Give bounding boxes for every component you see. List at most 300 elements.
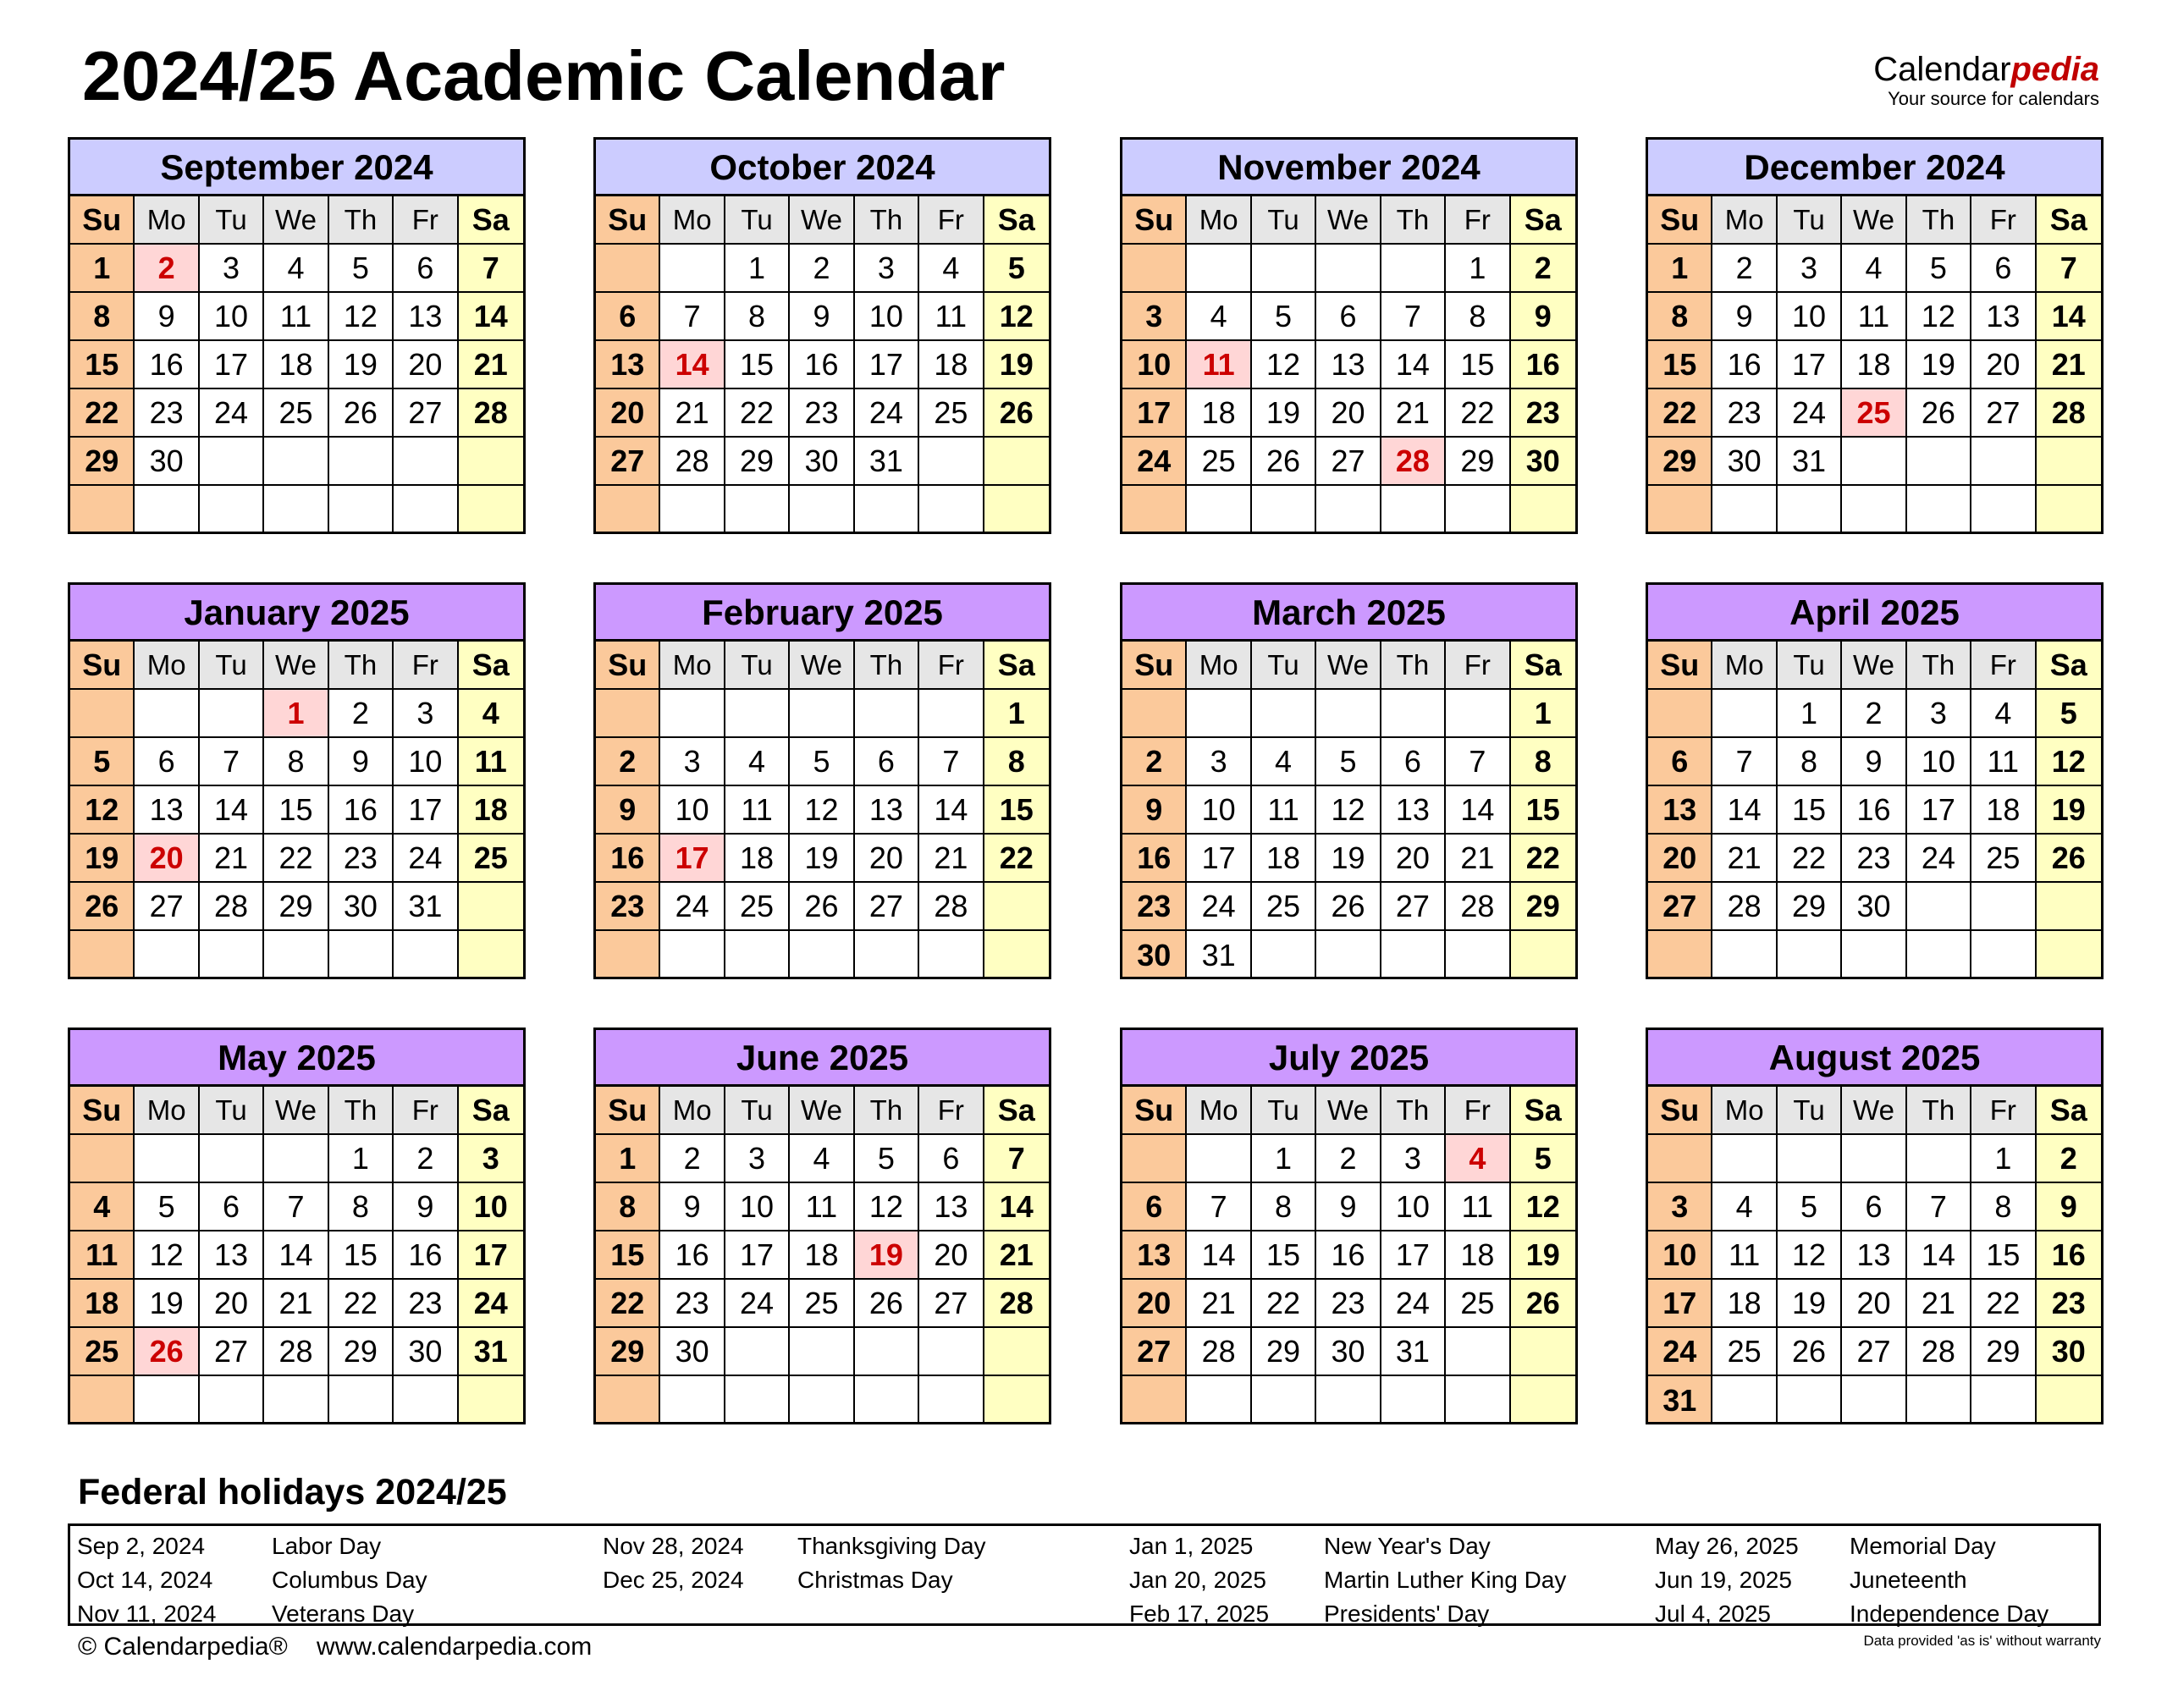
- day-cell: 9: [135, 293, 199, 341]
- day-cell: 22: [1648, 389, 1712, 438]
- day-cell: 17: [1907, 786, 1971, 835]
- day-cell: 9: [394, 1183, 458, 1231]
- day-cell: 16: [596, 835, 660, 883]
- month-table: [593, 1028, 1051, 1424]
- day-cell: 6: [1381, 738, 1446, 786]
- day-cell: 2: [394, 1135, 458, 1183]
- day-cell: 30: [1511, 438, 1575, 486]
- weekday-header: We: [264, 196, 328, 245]
- day-cell: 13: [135, 786, 199, 835]
- empty-day-cell: [2037, 438, 2101, 486]
- weekday-header: Su: [1648, 196, 1712, 245]
- empty-day-cell: [1907, 438, 1971, 486]
- month-day-grid: [1648, 1087, 2101, 1424]
- empty-day-cell: [984, 438, 1049, 486]
- month-table: [1646, 137, 2104, 534]
- weekday-header: Su: [596, 642, 660, 690]
- day-cell: 16: [1842, 786, 1906, 835]
- weekday-header: Tu: [725, 642, 790, 690]
- day-cell: 26: [1907, 389, 1971, 438]
- day-cell: 6: [394, 245, 458, 293]
- empty-day-cell: [855, 1376, 919, 1424]
- day-cell: 22: [70, 389, 135, 438]
- day-cell: 16: [329, 786, 394, 835]
- empty-day-cell: [919, 931, 984, 979]
- day-cell: 21: [1446, 835, 1510, 883]
- empty-day-cell: [1252, 1376, 1316, 1424]
- day-cell: 8: [984, 738, 1049, 786]
- weekday-header: Mo: [1187, 1087, 1251, 1135]
- day-cell: 5: [135, 1183, 199, 1231]
- empty-day-cell: [200, 931, 264, 979]
- day-cell: 1: [984, 690, 1049, 738]
- day-cell: 9: [1316, 1183, 1381, 1231]
- empty-day-cell: [394, 486, 458, 534]
- weekday-header: We: [1842, 642, 1906, 690]
- empty-day-cell: [1648, 1135, 1712, 1183]
- day-cell: 13: [1122, 1231, 1187, 1280]
- day-cell: 2: [1316, 1135, 1381, 1183]
- weekday-header: Tu: [1252, 196, 1316, 245]
- day-cell: 25: [725, 883, 790, 931]
- day-cell: 18: [725, 835, 790, 883]
- day-cell: 26: [1252, 438, 1316, 486]
- month-day-grid: [1122, 642, 1575, 979]
- weekday-header: We: [1316, 642, 1381, 690]
- month-title: February 2025: [596, 585, 1049, 642]
- federal-holidays-table: [68, 1523, 2101, 1626]
- day-cell: 1: [329, 1135, 394, 1183]
- day-cell: 30: [2037, 1328, 2101, 1376]
- day-cell: 21: [264, 1280, 328, 1328]
- day-cell: 6: [135, 738, 199, 786]
- day-cell: 10: [1187, 786, 1251, 835]
- empty-day-cell: [329, 931, 394, 979]
- day-cell: 19: [1316, 835, 1381, 883]
- day-cell: 28: [2037, 389, 2101, 438]
- empty-day-cell: [1122, 245, 1187, 293]
- day-cell: 23: [1712, 389, 1777, 438]
- empty-day-cell: [1187, 1135, 1251, 1183]
- holiday-day-cell: 28: [1381, 438, 1446, 486]
- day-cell: 26: [1511, 1280, 1575, 1328]
- day-cell: 14: [919, 786, 984, 835]
- holiday-day-cell: 26: [135, 1328, 199, 1376]
- day-cell: 18: [1971, 786, 2036, 835]
- day-cell: 22: [1511, 835, 1575, 883]
- empty-day-cell: [2037, 931, 2101, 979]
- day-cell: 24: [394, 835, 458, 883]
- day-cell: 9: [2037, 1183, 2101, 1231]
- month-table: [1646, 1028, 2104, 1424]
- day-cell: 15: [264, 786, 328, 835]
- empty-day-cell: [1187, 690, 1251, 738]
- day-cell: 1: [1648, 245, 1712, 293]
- day-cell: 4: [70, 1183, 135, 1231]
- day-cell: 16: [660, 1231, 725, 1280]
- day-cell: 24: [1187, 883, 1251, 931]
- holiday-day-cell: 11: [1187, 341, 1251, 389]
- empty-day-cell: [790, 486, 854, 534]
- month-title: October 2024: [596, 140, 1049, 196]
- day-cell: 24: [459, 1280, 523, 1328]
- day-cell: 20: [1842, 1280, 1906, 1328]
- day-cell: 3: [1907, 690, 1971, 738]
- empty-day-cell: [135, 690, 199, 738]
- weekday-header: Su: [70, 642, 135, 690]
- day-cell: 6: [1842, 1183, 1906, 1231]
- day-cell: 17: [1648, 1280, 1712, 1328]
- day-cell: 6: [1971, 245, 2036, 293]
- day-cell: 20: [1381, 835, 1446, 883]
- empty-day-cell: [1122, 690, 1187, 738]
- day-cell: 25: [919, 389, 984, 438]
- day-cell: 19: [329, 341, 394, 389]
- day-cell: 25: [1712, 1328, 1777, 1376]
- empty-day-cell: [1446, 486, 1510, 534]
- day-cell: 28: [459, 389, 523, 438]
- empty-day-cell: [1778, 1376, 1842, 1424]
- empty-day-cell: [1907, 486, 1971, 534]
- weekday-header: Sa: [459, 196, 523, 245]
- weekday-header: We: [1842, 196, 1906, 245]
- day-cell: 15: [596, 1231, 660, 1280]
- empty-day-cell: [1907, 1376, 1971, 1424]
- day-cell: 2: [790, 245, 854, 293]
- day-cell: 7: [1381, 293, 1446, 341]
- empty-day-cell: [1842, 486, 1906, 534]
- day-cell: 10: [1907, 738, 1971, 786]
- month-day-grid: [1648, 642, 2101, 979]
- empty-day-cell: [70, 931, 135, 979]
- weekday-header: We: [264, 642, 328, 690]
- day-cell: 18: [1187, 389, 1251, 438]
- day-cell: 13: [1316, 341, 1381, 389]
- day-cell: 23: [1316, 1280, 1381, 1328]
- weekday-header: Tu: [725, 1087, 790, 1135]
- day-cell: 4: [1712, 1183, 1777, 1231]
- day-cell: 27: [1842, 1328, 1906, 1376]
- empty-day-cell: [984, 883, 1049, 931]
- day-cell: 21: [919, 835, 984, 883]
- empty-day-cell: [1252, 486, 1316, 534]
- day-cell: 14: [1712, 786, 1777, 835]
- empty-day-cell: [200, 690, 264, 738]
- empty-day-cell: [1381, 245, 1446, 293]
- day-cell: 16: [1122, 835, 1187, 883]
- day-cell: 21: [200, 835, 264, 883]
- day-cell: 17: [855, 341, 919, 389]
- day-cell: 29: [1648, 438, 1712, 486]
- month-table: [1120, 582, 1578, 979]
- day-cell: 14: [984, 1183, 1049, 1231]
- page-title: 2024/25 Academic Calendar: [82, 36, 1006, 115]
- day-cell: 8: [725, 293, 790, 341]
- weekday-header: We: [1316, 1087, 1381, 1135]
- day-cell: 1: [1446, 245, 1510, 293]
- day-cell: 9: [596, 786, 660, 835]
- day-cell: 19: [70, 835, 135, 883]
- day-cell: 5: [1778, 1183, 1842, 1231]
- weekday-header: Tu: [725, 196, 790, 245]
- day-cell: 4: [459, 690, 523, 738]
- day-cell: 9: [1511, 293, 1575, 341]
- day-cell: 8: [1446, 293, 1510, 341]
- empty-day-cell: [70, 1135, 135, 1183]
- weekday-header: Sa: [1511, 642, 1575, 690]
- empty-day-cell: [459, 883, 523, 931]
- day-cell: 7: [919, 738, 984, 786]
- weekday-header: Tu: [200, 1087, 264, 1135]
- day-cell: 4: [264, 245, 328, 293]
- day-cell: 23: [135, 389, 199, 438]
- day-cell: 5: [1316, 738, 1381, 786]
- weekday-header: Fr: [1446, 196, 1510, 245]
- empty-day-cell: [1648, 931, 1712, 979]
- day-cell: 16: [2037, 1231, 2101, 1280]
- day-cell: 15: [1446, 341, 1510, 389]
- day-cell: 27: [919, 1280, 984, 1328]
- day-cell: 30: [135, 438, 199, 486]
- empty-day-cell: [135, 1135, 199, 1183]
- weekday-header: Tu: [1252, 642, 1316, 690]
- day-cell: 31: [1381, 1328, 1446, 1376]
- day-cell: 16: [1712, 341, 1777, 389]
- empty-day-cell: [1316, 245, 1381, 293]
- day-cell: 24: [1648, 1328, 1712, 1376]
- day-cell: 3: [725, 1135, 790, 1183]
- day-cell: 3: [1187, 738, 1251, 786]
- day-cell: 14: [1381, 341, 1446, 389]
- day-cell: 26: [790, 883, 854, 931]
- day-cell: 30: [1712, 438, 1777, 486]
- day-cell: 21: [1187, 1280, 1251, 1328]
- empty-day-cell: [1712, 1135, 1777, 1183]
- month-title: April 2025: [1648, 585, 2101, 642]
- weekday-header: Fr: [1446, 1087, 1510, 1135]
- day-cell: 28: [200, 883, 264, 931]
- day-cell: 1: [70, 245, 135, 293]
- day-cell: 9: [660, 1183, 725, 1231]
- weekday-header: Tu: [200, 196, 264, 245]
- weekday-header: Su: [596, 1087, 660, 1135]
- day-cell: 17: [394, 786, 458, 835]
- holiday-date: May 26, 2025: [1655, 1533, 1799, 1559]
- day-cell: 30: [790, 438, 854, 486]
- day-cell: 14: [1907, 1231, 1971, 1280]
- empty-day-cell: [919, 438, 984, 486]
- empty-day-cell: [70, 486, 135, 534]
- day-cell: 10: [855, 293, 919, 341]
- day-cell: 5: [1511, 1135, 1575, 1183]
- empty-day-cell: [1971, 438, 2036, 486]
- day-cell: 4: [1187, 293, 1251, 341]
- empty-day-cell: [1842, 931, 1906, 979]
- federal-holidays-title: Federal holidays 2024/25: [78, 1472, 507, 1512]
- day-cell: 13: [596, 341, 660, 389]
- day-cell: 5: [1252, 293, 1316, 341]
- empty-day-cell: [1446, 1328, 1510, 1376]
- day-cell: 15: [1511, 786, 1575, 835]
- day-cell: 1: [1252, 1135, 1316, 1183]
- day-cell: 12: [855, 1183, 919, 1231]
- day-cell: 13: [394, 293, 458, 341]
- day-cell: 19: [1252, 389, 1316, 438]
- holiday-date: Jun 19, 2025: [1655, 1567, 1792, 1593]
- day-cell: 12: [1778, 1231, 1842, 1280]
- day-cell: 26: [2037, 835, 2101, 883]
- day-cell: 23: [1122, 883, 1187, 931]
- weekday-header: Fr: [1446, 642, 1510, 690]
- day-cell: 25: [1187, 438, 1251, 486]
- day-cell: 10: [394, 738, 458, 786]
- day-cell: 4: [1971, 690, 2036, 738]
- empty-day-cell: [919, 690, 984, 738]
- empty-day-cell: [329, 438, 394, 486]
- day-cell: 6: [919, 1135, 984, 1183]
- day-cell: 24: [1381, 1280, 1446, 1328]
- month-title: December 2024: [1648, 140, 2101, 196]
- day-cell: 19: [1778, 1280, 1842, 1328]
- day-cell: 4: [1842, 245, 1906, 293]
- empty-day-cell: [264, 931, 328, 979]
- empty-day-cell: [1316, 931, 1381, 979]
- day-cell: 12: [984, 293, 1049, 341]
- month-table: [1120, 137, 1578, 534]
- day-cell: 6: [1316, 293, 1381, 341]
- day-cell: 14: [2037, 293, 2101, 341]
- month-table: [68, 1028, 526, 1424]
- day-cell: 19: [1907, 341, 1971, 389]
- holiday-day-cell: 14: [660, 341, 725, 389]
- empty-day-cell: [135, 1376, 199, 1424]
- weekday-header: Mo: [1187, 196, 1251, 245]
- day-cell: 24: [1778, 389, 1842, 438]
- holiday-day-cell: 17: [660, 835, 725, 883]
- day-cell: 17: [1778, 341, 1842, 389]
- day-cell: 11: [264, 293, 328, 341]
- day-cell: 12: [1316, 786, 1381, 835]
- day-cell: 26: [855, 1280, 919, 1328]
- day-cell: 3: [1122, 293, 1187, 341]
- empty-day-cell: [1842, 1376, 1906, 1424]
- day-cell: 11: [459, 738, 523, 786]
- weekday-header: Fr: [1971, 1087, 2036, 1135]
- empty-day-cell: [1907, 883, 1971, 931]
- empty-day-cell: [1842, 438, 1906, 486]
- holiday-name: Thanksgiving Day: [797, 1533, 986, 1559]
- day-cell: 12: [135, 1231, 199, 1280]
- day-cell: 19: [790, 835, 854, 883]
- day-cell: 30: [329, 883, 394, 931]
- month-table: [68, 137, 526, 534]
- empty-day-cell: [1316, 486, 1381, 534]
- day-cell: 20: [200, 1280, 264, 1328]
- empty-day-cell: [2037, 1376, 2101, 1424]
- empty-day-cell: [660, 690, 725, 738]
- footer-copyright: © Calendarpedia®: [78, 1633, 288, 1661]
- day-cell: 10: [1648, 1231, 1712, 1280]
- weekday-header: Mo: [660, 642, 725, 690]
- empty-day-cell: [1187, 486, 1251, 534]
- day-cell: 9: [329, 738, 394, 786]
- day-cell: 29: [1446, 438, 1510, 486]
- day-cell: 13: [1381, 786, 1446, 835]
- day-cell: 7: [1907, 1183, 1971, 1231]
- day-cell: 13: [1971, 293, 2036, 341]
- day-cell: 18: [1712, 1280, 1777, 1328]
- weekday-header: Sa: [1511, 1087, 1575, 1135]
- empty-day-cell: [1712, 486, 1777, 534]
- day-cell: 11: [1971, 738, 2036, 786]
- empty-day-cell: [1446, 931, 1510, 979]
- day-cell: 17: [1122, 389, 1187, 438]
- day-cell: 23: [790, 389, 854, 438]
- empty-day-cell: [1511, 931, 1575, 979]
- empty-day-cell: [596, 245, 660, 293]
- day-cell: 22: [1778, 835, 1842, 883]
- day-cell: 31: [459, 1328, 523, 1376]
- day-cell: 20: [596, 389, 660, 438]
- day-cell: 23: [329, 835, 394, 883]
- day-cell: 16: [135, 341, 199, 389]
- day-cell: 3: [1381, 1135, 1446, 1183]
- day-cell: 11: [790, 1183, 854, 1231]
- empty-day-cell: [1511, 1328, 1575, 1376]
- empty-day-cell: [596, 1376, 660, 1424]
- day-cell: 29: [329, 1328, 394, 1376]
- day-cell: 5: [1907, 245, 1971, 293]
- day-cell: 21: [1381, 389, 1446, 438]
- day-cell: 18: [70, 1280, 135, 1328]
- weekday-header: Th: [855, 1087, 919, 1135]
- day-cell: 21: [1712, 835, 1777, 883]
- day-cell: 3: [1778, 245, 1842, 293]
- empty-day-cell: [596, 690, 660, 738]
- day-cell: 3: [855, 245, 919, 293]
- day-cell: 30: [1122, 931, 1187, 979]
- weekday-header: Mo: [135, 642, 199, 690]
- month-day-grid: [1122, 1087, 1575, 1424]
- day-cell: 31: [1778, 438, 1842, 486]
- empty-day-cell: [1252, 931, 1316, 979]
- holiday-day-cell: 2: [135, 245, 199, 293]
- empty-day-cell: [1511, 1376, 1575, 1424]
- holiday-day-cell: 20: [135, 835, 199, 883]
- weekday-header: Tu: [1778, 196, 1842, 245]
- day-cell: 10: [200, 293, 264, 341]
- day-cell: 24: [725, 1280, 790, 1328]
- day-cell: 22: [725, 389, 790, 438]
- day-cell: 11: [1712, 1231, 1777, 1280]
- empty-day-cell: [2037, 486, 2101, 534]
- weekday-header: Sa: [984, 642, 1049, 690]
- day-cell: 1: [725, 245, 790, 293]
- weekday-header: Th: [329, 642, 394, 690]
- day-cell: 10: [1778, 293, 1842, 341]
- day-cell: 3: [394, 690, 458, 738]
- weekday-header: Fr: [1971, 196, 2036, 245]
- empty-day-cell: [264, 438, 328, 486]
- empty-day-cell: [1648, 486, 1712, 534]
- empty-day-cell: [135, 486, 199, 534]
- month-title: September 2024: [70, 140, 523, 196]
- empty-day-cell: [1842, 1135, 1906, 1183]
- day-cell: 22: [329, 1280, 394, 1328]
- holiday-day-cell: 1: [264, 690, 328, 738]
- weekday-header: Su: [1122, 1087, 1187, 1135]
- day-cell: 23: [1842, 835, 1906, 883]
